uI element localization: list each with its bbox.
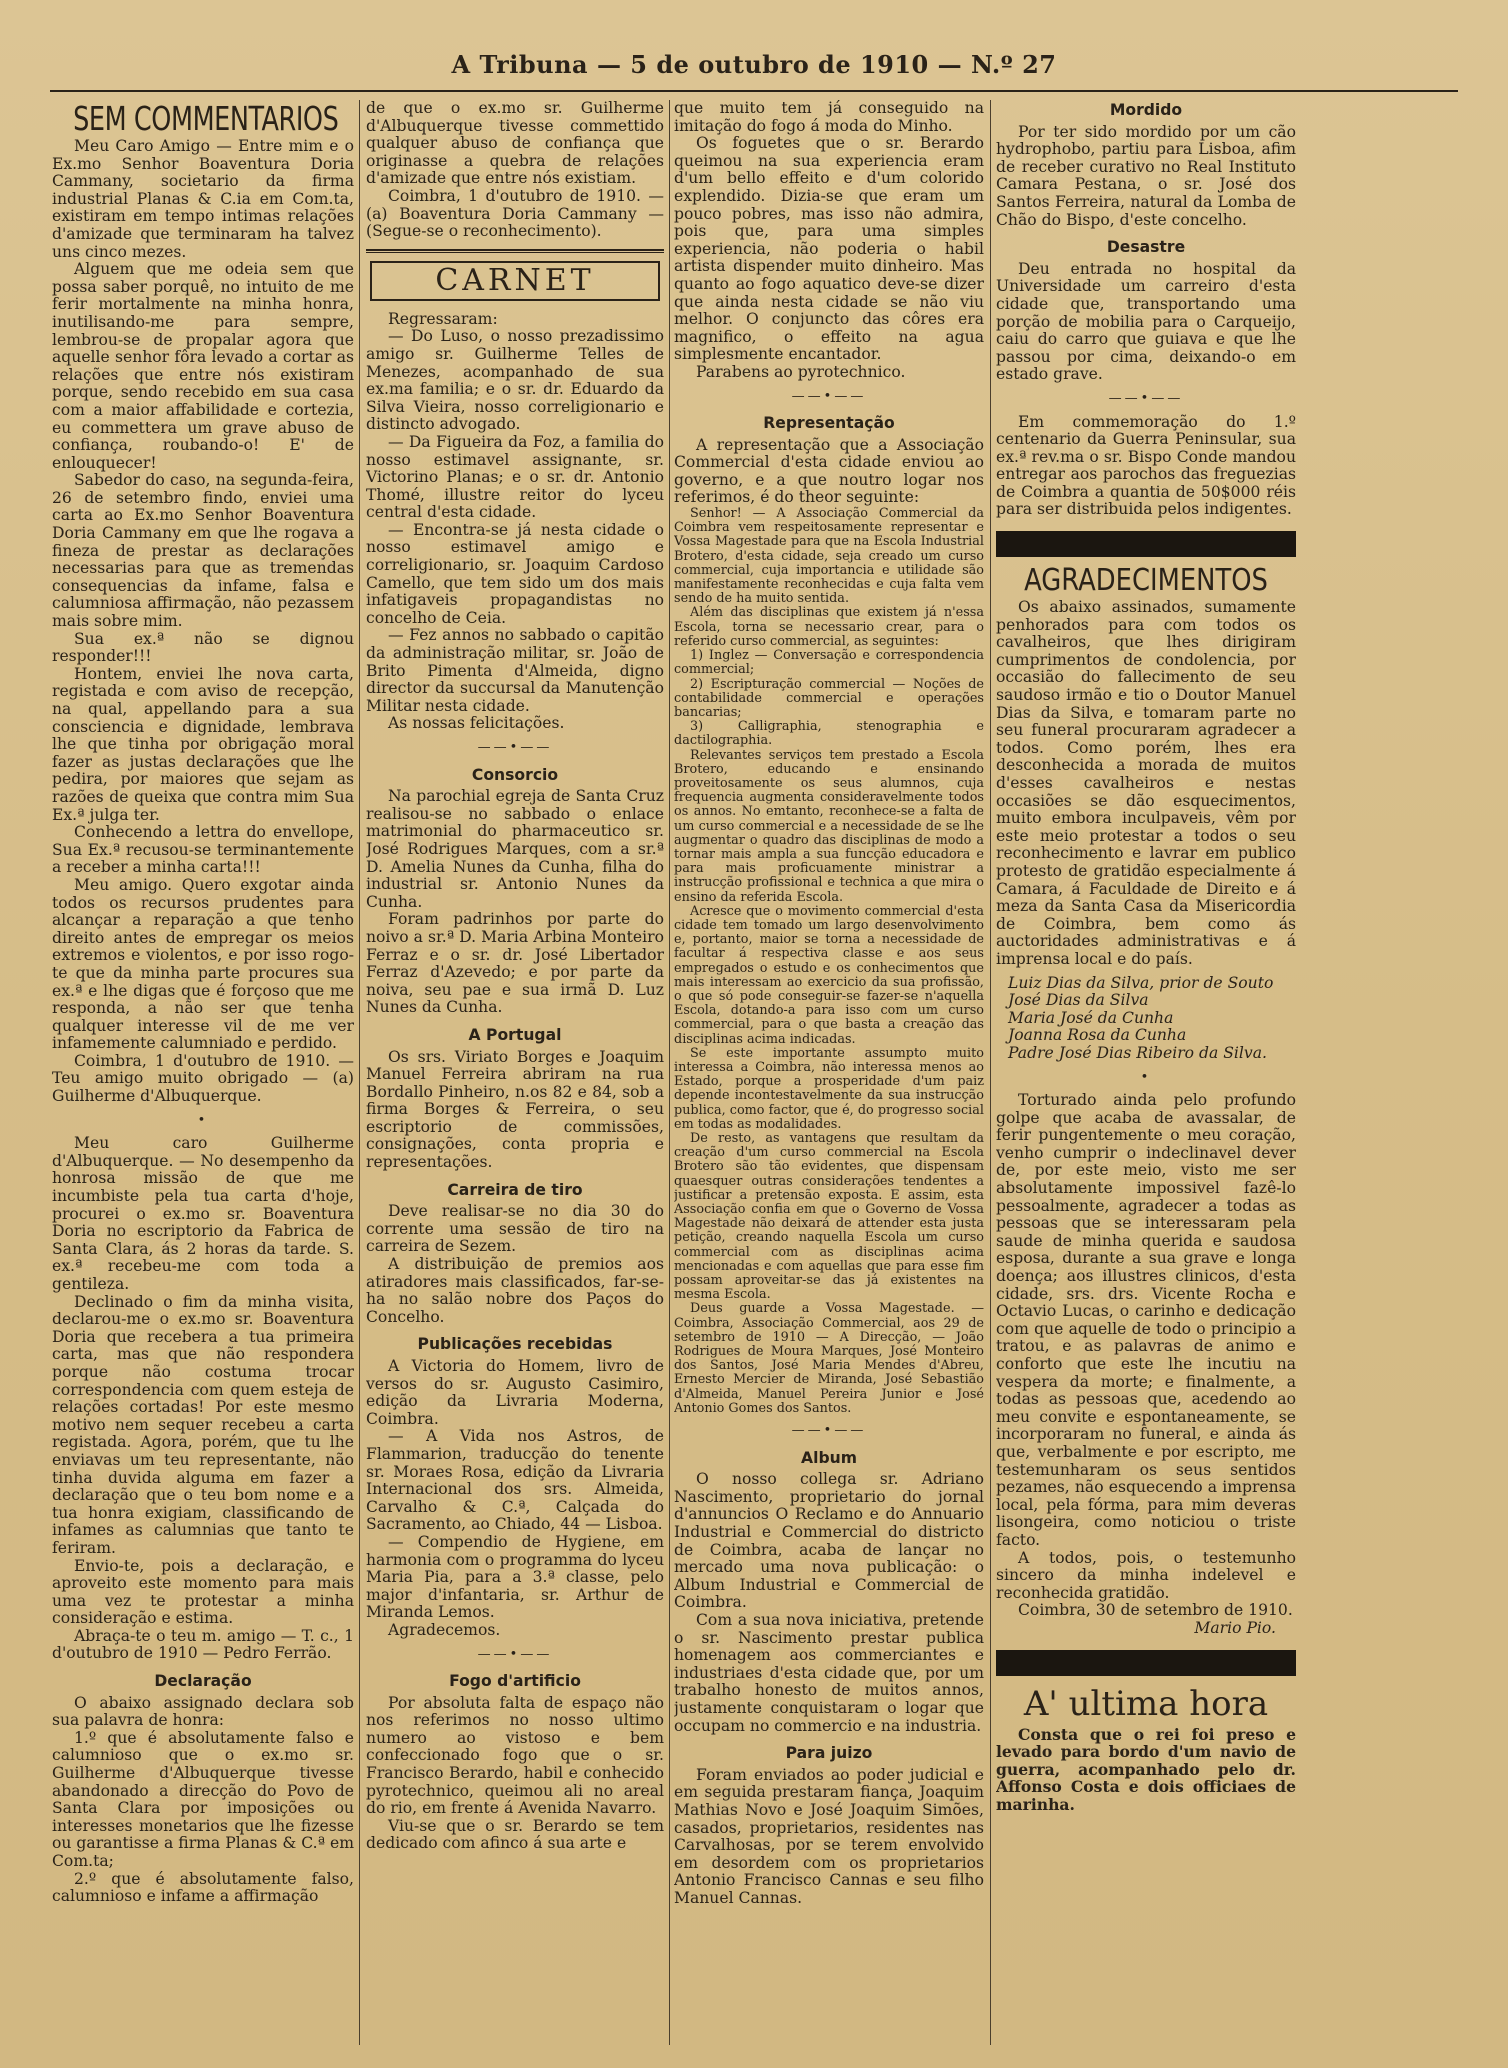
paragraph: Os srs. Viriato Borges e Joaquim Manuel Ferreira abriram na rua Bordallo Pinheiro, n.os 82 e 84, sob a firma Borges & Ferreira, o seu escriptorio de commissões, consignações, conta propria e representações. <box>366 1047 664 1172</box>
paragraph: Conhecendo a lettra do envellope, Sua Ex.ª recusou-se terminantemente a receber a minha carta!!! <box>52 823 354 877</box>
paragraph: Viu-se que o sr. Berardo se tem dedicado com afinco á sua arte e <box>366 1816 664 1853</box>
paragraph: Deus guarde a Vossa Magestade. — Coimbra, Associação Commercial, aos 29 de setembro de 1910 — A Direcção, — João Rodrigues de Moura Marques, José Monteiro dos Santos, José Maria Mendes d'Abreu, Ernesto Mercier de Miranda, José Sebastião d'Almeida, Manuel Pereira Junior e José Antonio Gomes dos Santos. <box>674 1301 984 1416</box>
ornament: ——•—— <box>477 740 553 755</box>
section-header-carnet: CARNET <box>370 261 660 301</box>
signatory: Luiz Dias da Silva, prior de Souto <box>1008 973 1274 992</box>
paragraph: Meu caro Guilherme d'Albuquerque. — No desempenho da honrosa missão de que me incumbiste pela tua carta d'hoje, procurei o ex.mo sr. Boaventura Doria no escriptorio da Fabrica de Santa Clara, ás 2 horas da tarde. S. ex.ª recebeu-me com toda a gentileza. <box>52 1134 354 1293</box>
section-title-fogo: Fogo d'artificio <box>449 1672 581 1691</box>
column-3 <box>674 100 984 2050</box>
section-title-para-juizo: Para juizo <box>785 1744 873 1763</box>
paragraph: A Victoria do Homem, livro de versos do sr. Augusto Casimiro, edição da Livraria Moderna, Coimbra. <box>366 1357 664 1428</box>
paragraph: Torturado ainda pelo profundo golpe que acaba de avassalar, de ferir pungentemente o meu coração, venho cumprir o indeclinavel dever de, por este meio, visto me ser absolutamente impossivel fazê-lo pessoalmente, agradecer a todas as pessoas que se interessaram pela saude de minha querida e saudosa esposa, durante a sua grave e longa doença; aos illustres clinicos, d'esta cidade, srs. drs. Vicente Rocha e Octavio Lucas, o carinho e dedicação com que aquelle de todo o principio a tratou, e as palavras de animo e conforto que este lhe incutiu na vespera da morte; e finalmente, a todas as pessoas que, acedendo ao meu convite e espontaneamente, se incorporaram no funeral, e ainda ás que, verbalmente e por escripto, me testemunharam os seus sentidos pezames, não esquecendo a imprensa local, pela fórma, para mim deveras lisongeira, como noticiou o triste facto. <box>996 1091 1296 1549</box>
paragraph: Agradecemos. <box>388 1620 501 1639</box>
ornament: ——•—— <box>1108 390 1184 406</box>
paragraph: 2) Escripturação commercial — Noções de contabilidade commercial e operações bancarias; <box>674 676 984 720</box>
paragraph: que muito tem já conseguido na imitação do fogo á moda do Minho. <box>674 100 984 135</box>
paragraph: O abaixo assignado declara sob sua palavra de honra: <box>52 1693 354 1730</box>
paragraph: Declinado o fim da minha visita, declarou-me o ex.mo sr. Boaventura Doria que recebera a tua primeira carta, mas que não respondera porque não costuma trocar correspondencia com quem esteja de relações cortadas! Por este mesmo motivo nem sequer recebeu a carta registada. Agora, porém, que tu lhe enviavas um teu representante, não tinha duvida alguma em fazer a declaração que o teu bom nome e a tua honra exigiam, classificando de infames as calumnias que tanto te feriram. <box>52 1292 354 1557</box>
paragraph: Regressaram: <box>388 309 498 328</box>
paragraph: Por ter sido mordido por um cão hydrophobo, partiu para Lisboa, afim de receber curativo no Real Instituto Camara Pestana, o sr. José dos Santos Ferreira, natural da Lomba de Chão do Bispo, d'este concelho. <box>996 122 1296 229</box>
paragraph: — Da Figueira da Foz, a familia do nosso estimavel assignante, sr. Victorino Planas; e o sr. dr. Antonio Thomé, illustre reitor do lyceu central d'esta cidade. <box>366 432 664 522</box>
headline-agradecimentos: AGRADECIMENTOS <box>1024 563 1268 599</box>
paragraph: Além das disciplinas que existem já n'essa Escola, torna se necessario crear, para o referido curso commercial, as seguintes: <box>674 605 984 649</box>
signatory: Padre José Dias Ribeiro da Silva. <box>1008 1043 1267 1062</box>
paragraph: Em commemoração do 1.º centenario da Guerra Peninsular, sua ex.ª rev.ma o sr. Bispo Conde mandou entregar aos parochos das freguezias de Coimbra a quantia de 50$000 réis para ser distribuida pelos indigentes. <box>996 412 1296 519</box>
column-divider <box>359 100 360 2045</box>
paragraph: 3) Calligraphia, stenographia e dactilographia. <box>674 719 984 749</box>
paragraph: — Encontra-se já nesta cidade o nosso estimavel amigo e correligionario, sr. Joaquim Cardoso Camello, que tem sido um dos mais infatigaveis propagandistas no concelho de Ceia. <box>366 520 664 627</box>
paragraph: — Compendio de Hygiene, em harmonia com o programma do lyceu Maria Pia, para a 3.ª classe, pelo major d'infantaria, sr. Arthur de Miranda Lemos. <box>366 1532 664 1622</box>
paragraph: Sua ex.ª não se dignou responder!!! <box>52 629 354 666</box>
section-title-declaracao: Declaração <box>154 1672 252 1691</box>
ornament: ——•—— <box>477 1646 553 1662</box>
ornament: ——•—— <box>791 1423 867 1439</box>
paragraph: Sabedor do caso, na segunda-feira, 26 de setembro findo, enviei uma carta ao Ex.mo Senhor Boaventura Doria Cammany em que lhe rogava a fineza de prestar as declarações necessarias para que as tremendas consequencias da infame, falsa e calumniosa affirmação, não pezassem mais sobre mim. <box>52 471 354 631</box>
paragraph: Coimbra, 1 d'outubro de 1910. — (a) Boaventura Doria Cammany — (Segue-se o reconhecimento). <box>366 186 664 241</box>
ornament: • <box>197 1112 209 1128</box>
column-divider <box>669 100 670 2045</box>
paragraph: A representação que a Associação Commercial d'esta cidade enviou ao governo, e a que noutro logar nos referimos, é do theor seguinte: <box>674 435 984 507</box>
section-title-representacao: Representação <box>763 414 895 433</box>
paragraph: — Fez annos no sabbado o capitão da administração militar, sr. João de Brito Pimenta d'Almeida, digno director da succursal da Manutenção Militar nesta cidade. <box>366 626 664 715</box>
paragraph: Coimbra, 30 de setembro de 1910. <box>1018 1601 1293 1620</box>
paragraph: Deu entrada no hospital da Universidade um carreiro d'esta cidade que, transportando uma porção de mobilia para o Carqueijo, caiu do carro que guiava e que lhe passou por cima, deixando-o em estado grave. <box>996 259 1296 384</box>
masthead-rule <box>50 90 1458 92</box>
paragraph: Alguem que me odeia sem que possa saber porquê, no intuito de me ferir mortalmente na minha honra, inutilisando-me para sempre, lembrou-se de propalar agora que aquelle senhor fôra levado a cortar as relações que entre nós existiram porque, sendo recebido em sua casa com a maior affabilidade e cortezia, eu commettera um grave abuso de confiança, roubando-o! E' de enlouquecer! <box>52 260 354 472</box>
paragraph: Coimbra, 1 d'outubro de 1910. — Teu amigo muito obrigado — (a) Guilherme d'Albuquerque. <box>52 1051 354 1106</box>
column-4 <box>996 100 1296 2050</box>
section-title-mordido: Mordido <box>1109 101 1183 119</box>
paragraph: 2.º que é absolutamente falso, calumnioso e infame a affirmação <box>52 1869 354 1906</box>
column-divider <box>990 100 991 2045</box>
section-title-publicacoes: Publicações recebidas <box>417 1335 613 1354</box>
paragraph: Acresce que o movimento commercial d'esta cidade tem tomado um largo desenvolvimento e, portanto, maior se torna a necessidade de facultar á respectiva classe e aos seus empregados o estudo e os conhecimentos que mais interessam ao exercicio da sua profissão, o que só pode conseguir-se fazer-se n'aquella Escola, dotando-a para isso com um curso commercial, para o que basta a creação das disciplinas acima indicadas. <box>674 903 984 1047</box>
signatories <box>996 975 1296 1063</box>
paragraph: Foram enviados ao poder judicial e em seguida prestaram fiança, Joaquim Mathias Novo e José Joaquim Simões, casados, proprietarios, residentes nas Carvalhosas, por se terem envolvido em desordem com os proprietarios Antonio Francisco Cannas e seu filho Manuel Cannas. <box>674 1765 984 1907</box>
paragraph: Abraça-te o teu m. amigo — T. c., 1 d'outubro de 1910 — Pedro Ferrão. <box>52 1626 354 1663</box>
paragraph: A todos, pois, o testemunho sincero da minha indelevel e reconhecida gratidão. <box>996 1548 1296 1602</box>
paragraph: Por absoluta falta de espaço não nos referimos no nosso ultimo numero ao vistoso e bem confeccionado fogo que o sr. Francisco Berardo, habil e conhecido pyrotechnico, queimou ali no areal do rio, em frente á Avenida Navarro. <box>366 1693 664 1818</box>
paragraph: 1.º que é absolutamente falso e calumnioso que o ex.mo sr. Guilherme d'Albuquerque tivesse abandonado a direcção do Povo de Santa Clara por imposições ou interesses monetarios que lhe fizesse ou garantisse a firma Planas & C.ª em Com.ta; <box>52 1728 354 1870</box>
headline-sem-commentarios: SEM COMMENTARIOS <box>73 100 339 138</box>
black-bar <box>996 531 1296 557</box>
paragraph: — A Vida nos Astros, de Flammarion, traducção do tenente sr. Moraes Rosa, edição da Livraria Internacional dos srs. Almeida, Carvalho & C.ª, Calçada do Sacramento, ao Chiado, 44 — Lisboa. <box>366 1427 664 1534</box>
paragraph: O nosso collega sr. Adriano Nascimento, proprietario do jornal d'annuncios O Reclamo e do Annuario Industrial e Commercial do districto de Coimbra, acaba de lançar no mercado uma nova publicação: o Album Industrial e Commercial de Coimbra. <box>674 1470 984 1612</box>
paragraph: Os abaixo assinados, sumamente penhorados para com todos os cavalheiros, que lhes dirigiram cumprimentos de condolencia, por occasião do fallecimento de seu saudoso irmão e tio o Doutor Manuel Dias da Silva, e tomaram parte no seu funeral procuraram agradecer a todos. Como porém, lhes era desconhecida a morada de muitos d'esses cavalheiros e nestas occasiões se dão esquecimentos, muito embora inculpaveis, vêm por este meio protestar a todos o seu reconhecimento e lavrar em publico protesto de gratidão especialmente á Camara, á Faculdade de Direito e á meza da Santa Casa da Misericordia de Coimbra, bem como ás auctoridades administrativas e á imprensa local e do país. <box>996 598 1296 968</box>
headline-ultima-hora: A' ultima hora <box>1023 1683 1269 1724</box>
paragraph: Hontem, enviei lhe nova carta, registada e com aviso de recepção, na qual, appellando para a sua consciencia e dignidade, lembrava lhe que tinha por obrigação moral fazer as justas declarações que lhe pedira, por maiores que sejam as razões de queixa que contra mim Sua Ex.ª julga ter. <box>52 664 354 824</box>
paragraph: Com a sua nova iniciativa, pretende o sr. Nascimento prestar publica homenagem aos commerciantes e industriaes d'esta cidade que, por um trabalho honesto de muitos annos, justamente conquistaram o logar que occupam no commercio e na industria. <box>674 1611 984 1735</box>
section-rule <box>366 249 664 253</box>
paragraph: Meu amigo. Quero exgotar ainda todos os recursos prudentes para alcançar a reparação a que tenho direito antes de empregar os meios extremos e violentos, e por isso rogo-te que da minha parte procures sua ex.ª e lhe digas que é forçoso que me responda, a não ser que tenha qualquer interesse vil de me ver infamemente calumniado e perdido. <box>52 875 354 1053</box>
paragraph: Se este importante assumpto muito interessa a Coimbra, não interessa menos ao Estado, porque a prosperidade d'um paiz depende incontestavelmente da sua instrucção publica, como factor, que é, do progresso social em todas as modalidades. <box>674 1045 984 1132</box>
column-1 <box>52 100 354 2050</box>
paragraph: Consta que o rei foi preso e levado para bordo d'um navio de guerra, acompanhado pelo dr. Affonso Costa e dois officiaes de marinha. <box>996 1724 1296 1814</box>
paragraph: A distribuição de premios aos atiradores mais classificados, far-se-ha no salão nobre dos Paços do Concelho. <box>366 1255 664 1326</box>
section-title-desastre: Desastre <box>1106 238 1186 257</box>
paragraph: Relevantes serviços tem prestado a Escola Brotero, educando e ensinando proveitosamente os seus alumnos, cuja frequencia augmenta consideravelmente todos os annos. No emtanto, reconhece-se a falta de um curso commercial e a necessidade de se lhe augmentar o quadro das disciplinas de modo a tornar mais ampla a sua funcção educadora e para mais proficuamente ministrar a instrucção profissional e technica a que mira o ensino da referida Escola. <box>674 747 984 905</box>
paragraph: de que o ex.mo sr. Guilherme d'Albuquerque tivesse commettido qualquer abuso de confiança que originasse a quebra de relações d'amizade que entre nós existiam. <box>366 100 664 188</box>
paragraph: Meu Caro Amigo — Entre mim e o Ex.mo Senhor Boaventura Doria Cammany, societario da firma industrial Planas & C.ia em Com.ta, existiram em tempo intimas relações d'amizade que terminaram ha talvez uns cinco mezes. <box>52 137 354 261</box>
section-title-album: Album <box>801 1448 857 1467</box>
paragraph: De resto, as vantagens que resultam da creação d'um curso commercial na Escola Brotero são tão evidentes, que dispensam quaesquer outras considerações tendentes a justificar a pretensão exposta. E assim, esta Associação confia em que o Governo de Vossa Magestade não deixará de attender esta justa petição, creando naquella Escola um curso commercial com as disciplinas acima mencionadas e com aquellas que para esse fim possam aproveitar-se das já existentes na mesma Escola. <box>674 1131 984 1303</box>
signatory: José Dias da Silva <box>1008 991 1149 1010</box>
paragraph: Envio-te, pois a declaração, e aproveito este momento para mais uma vez te protestar a minha consideração e estima. <box>52 1556 354 1628</box>
masthead: A Tribuna — 5 de outubro de 1910 — N.º 27 <box>451 50 1057 79</box>
column-2 <box>366 100 664 2050</box>
section-title-a-portugal: A Portugal <box>468 1025 562 1044</box>
paragraph: As nossas felicitações. <box>388 714 565 733</box>
paragraph: — Do Luso, o nosso prezadissimo amigo sr. Guilherme Telles de Menezes, acompanhado de sua ex.ma familia; e o sr. dr. Eduardo da Silva Vieira, nosso correligionario e distincto advogado. <box>366 327 664 434</box>
paragraph: Foram padrinhos por parte do noivo a sr.ª D. Maria Arbina Monteiro Ferraz e o sr. dr. José Libertador Ferraz d'Azevedo; e por parte da noiva, seu pae e sua irmã D. Luz Nunes da Cunha. <box>366 910 664 1017</box>
ornament: ——•—— <box>791 388 867 404</box>
paragraph: 1) Inglez — Conversação e correspondencia commercial; <box>674 648 984 678</box>
signature: Mario Pio. <box>1194 1618 1276 1637</box>
black-bar <box>996 1650 1296 1676</box>
section-title-consorcio: Consorcio <box>471 765 559 784</box>
signatory: Maria José da Cunha <box>1008 1008 1174 1027</box>
paragraph: Parabens ao pyrotechnico. <box>696 362 906 381</box>
paragraph: Senhor! — A Associação Commercial da Coimbra vem respeitosamente representar e Vossa Magestade para que na Escola Industrial Brotero, d'esta cidade, seja creado um curso commercial, cuja importancia e utilidade são manifestamente reconhecidas e cuja falta vem sendo de ha muito sentida. <box>674 506 984 607</box>
paragraph: Deve realisar-se no dia 30 do corrente uma sessão de tiro na carreira de Sezem. <box>366 1202 664 1256</box>
ornament: • <box>1140 1069 1152 1085</box>
paragraph: Os foguetes que o sr. Berardo queimou na sua experiencia eram d'um bello effeito e d'um colorido explendido. Dizia-se que eram um pouco pobres, mas isso não admira, pois que, para uma simples experiencia, não poderia o habil artista dispender muito dinheiro. Mas quanto ao fogo aquatico deve-se dizer que ainda nesta cidade se não viu melhor. O conjuncto das côres era magnifico, o effeito na agua simplesmente encantador. <box>674 134 984 364</box>
signatory: Joanna Rosa da Cunha <box>1008 1026 1187 1045</box>
representation-text <box>674 507 984 1416</box>
section-title-carreira-de-tiro: Carreira de tiro <box>447 1180 583 1199</box>
paragraph: Na parochial egreja de Santa Cruz realisou-se no sabbado o enlace matrimonial do pharmaceutico sr. José Rodrigues Marques, com a sr.ª D. Amelia Nunes da Cunha, filha do industrial sr. Antonio Nunes da Cunha. <box>366 787 664 911</box>
